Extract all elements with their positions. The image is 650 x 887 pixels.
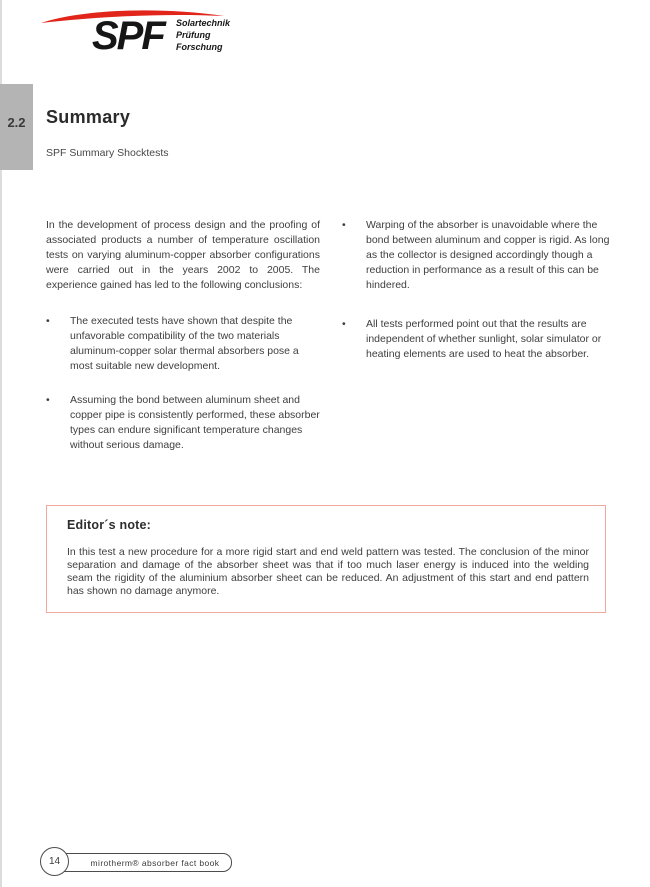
left-column (46, 218, 320, 472)
section-tab (0, 84, 33, 170)
bullet-text: Warping of the absorber is unavoidable where the bond between aluminum and copper is rigid. As long as the collector is designed accordingly though a reduction in performance as a result of this can be hindered. (366, 219, 610, 291)
right-column (342, 218, 616, 472)
logo-tagline (176, 17, 230, 53)
bullet-item (342, 317, 616, 362)
bullet-item (342, 218, 616, 293)
bullet-marker: • (46, 315, 50, 327)
bullet-text: All tests performed point out that the results are independent of whether sunlight, solar simulator or heating elements are used to heat the absorber. (366, 318, 602, 360)
page-number-badge (40, 847, 69, 876)
page-title: Summary (46, 107, 131, 127)
logo-tagline-line: Solartechnik (176, 18, 231, 28)
section-number: 2.2 (7, 114, 26, 130)
bullet-marker: • (342, 318, 346, 330)
bullet-text: Assuming the bond between aluminum sheet and copper pipe is consistently performed, these absorber types can endure significant temperature changes without serious damage. (70, 394, 320, 451)
bullet-text: The executed tests have shown that despite the unfavorable compatibility of the two materials aluminum-copper solar thermal absorbers pose a most suitable new development. (70, 315, 299, 372)
page-subtitle: SPF Summary Shocktests (46, 147, 169, 159)
logo-brand-text: SPF (92, 14, 164, 58)
page-number: 14 (48, 856, 61, 867)
logo-tagline-line: Forschung (176, 42, 223, 52)
editor-note-title: Editor´s note: (67, 518, 152, 532)
editor-note-box (46, 505, 606, 613)
editor-note-text: In this test a new procedure for a more rigid start and end weld pattern was tested. The conclusion of the minor separation and damage of the absorber sheet was that if too much laser energy is induced into the welding seam the rigidity of the aluminium absorber sheet can be reduced. An adjustment of this start and end pattern has shown no damage anymore. (67, 546, 589, 597)
logo-tagline-line: Prüfung (176, 30, 211, 40)
book-title-pill (52, 853, 232, 872)
book-title-text: mirotherm® absorber fact book (90, 857, 220, 868)
bullet-marker: • (46, 394, 50, 406)
intro-paragraph: In the development of process design and the proofing of associated products a number of temperature oscillation tests on varying aluminum-copper absorber configurations were carried out in the years 2002 to 2005. The experience gained has led to the following conclusions: (46, 219, 320, 291)
bullet-marker: • (342, 219, 346, 231)
bullet-item (46, 393, 320, 453)
body-columns (46, 218, 616, 472)
bullet-item (46, 314, 320, 374)
